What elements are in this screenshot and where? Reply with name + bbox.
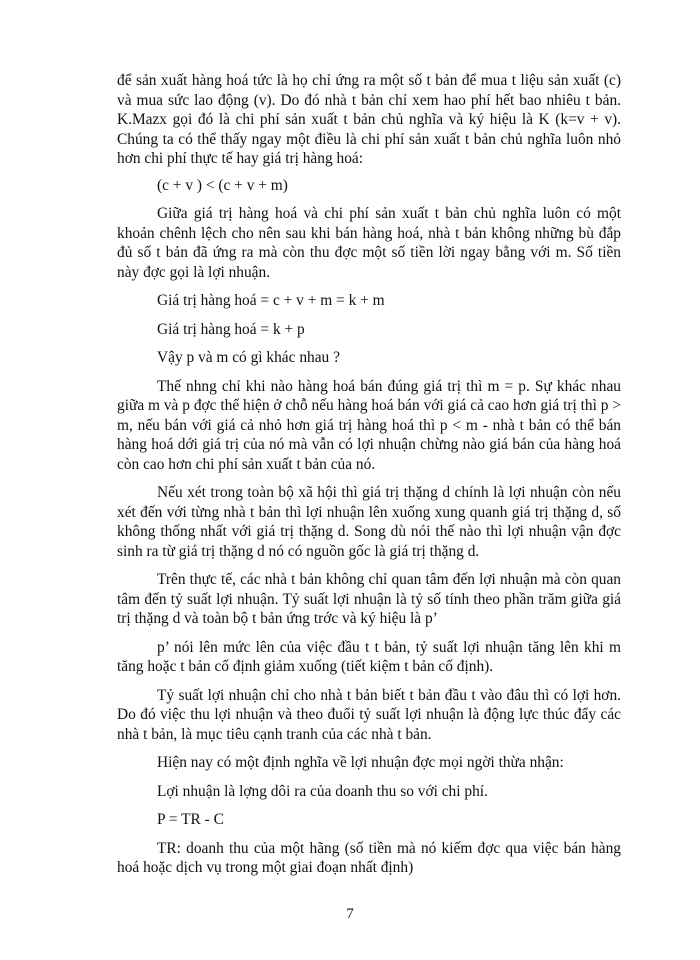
page-body <box>117 71 621 878</box>
paragraph-production-cost: để sản xuất hàng hoá tức là họ chỉ ứng ra một số t bản để mua t liệu sản xuất (c) và mua sức lao động (v). Do đó nhà t bản chỉ xem hao phí hết bao nhiêu t bản. K.Mazx gọi đó là chi phí sản xuất t bản chủ nghĩa và ký hiệu là K (k=v + v). Chúng ta có thể thấy ngay một điều là chi phí sản xuất t bản chủ nghĩa luôn nhỏ hơn chi phí thực tế hay giá trị hàng hoá: <box>117 72 621 167</box>
paragraph-profit-definition: Giữa giá trị hàng hoá và chi phí sản xuất t bản chủ nghĩa luôn có một khoản chênh lệch cho nên sau khi bán hàng hoá, nhà t bản không những bù đắp đủ số t bản đã ứng ra mà còn thu đợc một số tiền lời ngay bằng với m. Số tiền này đợc gọi là lợi nhuận. <box>117 205 621 281</box>
formula-value-k-p: Giá trị hàng hoá = k + p <box>157 320 305 338</box>
paragraph-modern-definition: Hiện nay có một định nghĩa về lợi nhuận đợc mọi ngời thừa nhận: <box>157 754 564 771</box>
paragraph-p-prime: p’ nói lên mức lên của việc đầu t t bản, tỷ suất lợi nhuận tăng lên khi m tăng hoặc t bản cố định giảm xuống (tiết kiệm t bản cố định). <box>117 638 621 675</box>
paragraph-p-m-difference: Thế nhng chỉ khi nào hàng hoá bán đúng giá trị thì m = p. Sự khác nhau giữa m và p đợc thể hiện ở chỗ nếu hàng hoá bán với giá cả cao hơn giá trị thì p > m, nếu bán với giá cả nhỏ hơn giá trị hàng hoá thì p < m - nhà t bản có thể bán hàng hoá dới giá trị của nó mà vẫn có lợi nhuận chừng nào giá bán của hàng hoá còn cao hơn chi phí sản xuất t bản của nó. <box>117 377 621 473</box>
page-number: 7 <box>346 906 354 922</box>
paragraph-profit-motive: Tỷ suất lợi nhuận chỉ cho nhà t bản biết t bản đầu t vào đâu thì có lợi hơn. Do đó việc thu lợi nhuận và theo đuổi tỷ suất lợi nhuận là động lực thúc đẩy các nhà t bản, là mục tiêu cạnh tranh của các nhà t bản. <box>117 686 621 743</box>
formula-value-k-m: Giá trị hàng hoá = c + v + m = k + m <box>157 292 385 309</box>
formula-cost-inequality: (c + v ) < (c + v + m) <box>157 176 288 194</box>
paragraph-tr-definition: TR: doanh thu của một hãng (số tiền mà nó kiếm đợc qua việc bán hàng hoá hoặc dịch vụ trong một giai đoạn nhất định) <box>117 839 621 876</box>
paragraph-profit-rate: Trên thực tế, các nhà t bản không chỉ quan tâm đến lợi nhuận mà còn quan tâm đến tỷ suất lợi nhuận. Tỷ suất lợi nhuận là tỷ số tính theo phần trăm giữa giá trị thặng d và toàn bộ t bản ứng trớc và ký hiệu là p’ <box>117 571 621 627</box>
paragraph-profit-excess: Lợi nhuận là lợng dôi ra của doanh thu so với chi phí. <box>157 782 488 800</box>
formula-profit-tr-c: P = TR - C <box>157 811 224 828</box>
paragraph-surplus-value: Nếu xét trong toàn bộ xã hội thì giá trị thặng d chính là lợi nhuận còn nếu xét đến với từng nhà t bản thì lợi nhuận lên xuống xung quanh giá trị thặng d, số không thống nhất với giá trị thặng d. Song dù nói thế nào thì lợi nhuận vận đợc sinh ra từ giá trị thặng d nó có nguồn gốc là giá trị thặng d. <box>117 484 621 560</box>
question-p-vs-m: Vậy p và m có gì khác nhau ? <box>157 349 340 366</box>
